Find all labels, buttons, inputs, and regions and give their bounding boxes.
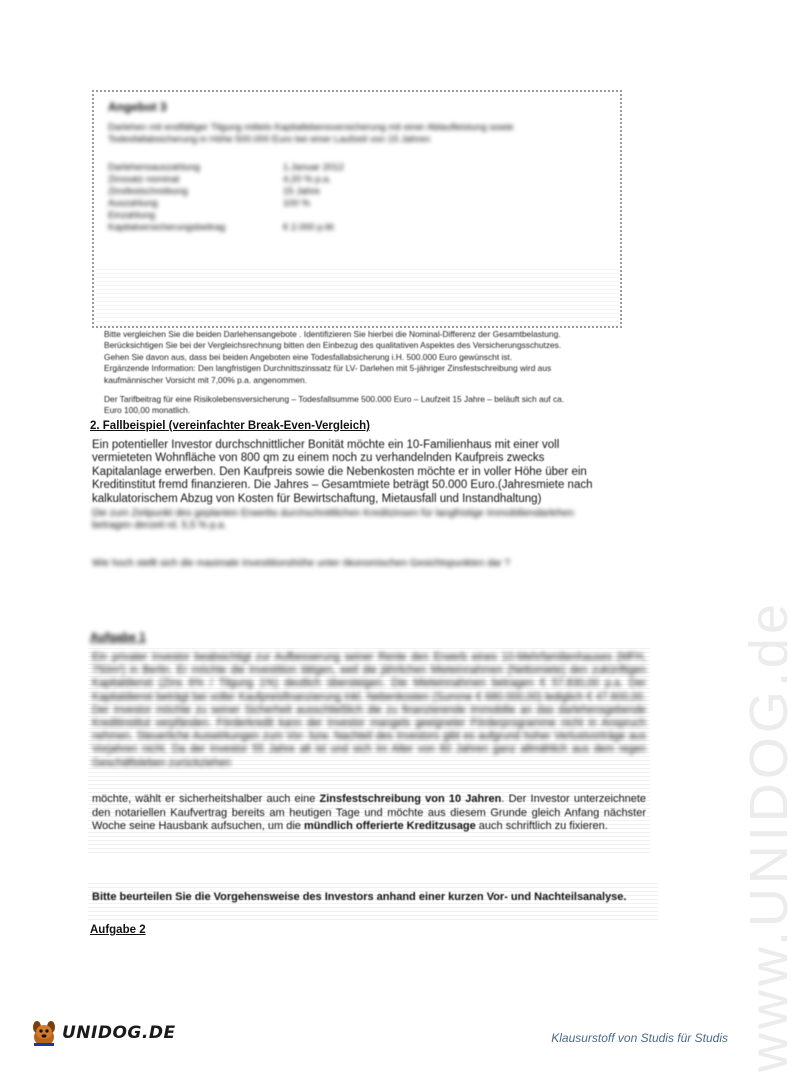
offer-description: Darlehen mit endfälliger Tilgung mittels Kapitallebensversicherung mit einer Ablaufleistung sowie Todesfallabsicherung in Höhe 500.000 Euro bei einer Laufzeit von 15 Jahren — [108, 122, 514, 145]
note-line: Berücksichtigen Sie bei der Vergleichsrechnung bitten den Einbezug des qualitativen Aspektes des Versicherungsschutzes. — [104, 340, 562, 351]
tariff-line: Euro 100,00 monatlich. — [104, 405, 191, 416]
unidog-logo — [28, 1016, 176, 1050]
task2-heading: Aufgabe 2 — [90, 924, 146, 936]
offer-terms — [108, 162, 408, 234]
watermark: www.UNIDOG.de — [739, 600, 799, 1072]
case-text-block — [92, 439, 612, 570]
offer-box — [92, 90, 622, 328]
offer-term-row: Auszahlung 100 % — [108, 198, 310, 209]
case-text: Ein potentieller Investor durchschnittlicher Bonität möchte ein 10-Familienhaus mit einer voll vermieteten Wohnfläche von 800 qm zu einem noch zu verhandelnden Kaufpreis zwecks Kapitalanlage erwerben. Den Kaufpreis sowie die Nebenkosten möchte er in voller Höhe über ein Kreditinstitut fremd finanzieren. Die Jahres – Gesamtmiete beträgt 50.000 Euro.(Jahresmiete nach kalkulatorischem Abzug von Kosten für Bewirtschaftung, Mietausfall und Instandhaltung) — [92, 439, 593, 505]
offer-empty-area — [94, 267, 620, 326]
case-blurred-question: Wie hoch stellt sich die maximale Investitionshöhe unter ökonomischen Gesichtspunkten dar ? — [92, 558, 510, 570]
footer-tagline: Klausurstoff von Studis für Studis — [551, 1031, 728, 1045]
case-heading: 2. Fallbeispiel (vereinfachter Break-Even-Vergleich) — [90, 420, 370, 432]
case-blurred-line: Die zum Zeitpunkt des geplanten Erwerbs durchschnittlichen Kreditzinsen für langfristige Immobiliendarlehen betragen derzeit rd. 5,5 % p.a. — [92, 508, 574, 532]
task1-visible-text: möchte, wählt er sicherheitshalber auch eine Zinsfestschreibung von 10 Jahren. Der Investor unterzeichnete den notariellen Kaufvertrag bereits am heutigen Tage und möchte aus diesem Grunde gleich Anfang nächster Woche seine Hausbank aufsuchen, um die mündlich offerierte Kreditzusage auch schriftlich zu fixieren. — [92, 793, 646, 833]
note-line: Gehen Sie davon aus, dass bei beiden Angeboten eine Todesfallabsicherung i.H. 500.000 Euro gewünscht ist. — [104, 351, 513, 362]
offer-term-row: Kapitalversicherungsbeitrag € 2.000 p.M. — [108, 222, 336, 233]
task1-blurred-text: Ein privater Investor beabsichtigt zur Aufbesserung seiner Rente den Erwerb eines 10-Mehrfamilienhauses (MFH, 750m²) in Berlin. Er möchte die Investition tätigen, weil die jährlichen Mieteinnahmen (Nettomiete) den zukünftigen Kapitaldienst (Zins 6% / Tilgung 1%) deutlich übersteigen. Die Mieteinnahmen betragen € 57.830,00 p.a. Der Kapitaldienst beträgt bei voller Kaufpreisfinanzierung inkl. Nebenkosten (Summe € 680.000,00) lediglich € 47.600,00. Der Investor möchte zu seiner Sicherheit ausschließlich die zu finanzierende Immobilie an das darlehensgebende Kreditinstitut verpfänden. Förderkredit kann der Investor mangels geeigneter Förderprogramme nicht in Anspruch nehmen. Steuerliche Auswirkungen zum Vor- bzw. Nachteil des Investors gibt es aufgrund hoher Verlustvorträge aus Vorjahren nicht. Da der Investor 55 Jahre alt ist und sich im Alter von 60 Jahren ganz allmählich aus dem regen Geschäftsleben zurückziehen — [92, 651, 646, 769]
offer-term-row: Zinssatz nominal 4,20 % p.a. — [108, 174, 332, 185]
tariff-line: Der Tarifbeitrag für eine Risikolebensversicherung – Todesfallsumme 500.000 Euro – Laufzeit 15 Jahre – beläuft sich auf ca. — [104, 394, 565, 405]
bold-rate-fixing: Zinsfestschreibung von 10 Jahren — [319, 793, 502, 805]
task1-question: Bitte beurteilen Sie die Vorgehensweise des Investors anhand einer kurzen Vor- und Nachteilsanalyse. — [92, 891, 627, 903]
logo-text: UNIDOG.DE — [62, 1023, 176, 1043]
dog-mascot-icon — [28, 1017, 60, 1049]
note-line: Ergänzende Information: Den langfristigen Durchnittszinssatz für LV- Darlehen mit 5-jähriger Zinsfestschreibung wird aus — [104, 363, 552, 374]
comparison-notes — [104, 329, 624, 417]
offer-term-row: Einzahlung — [108, 210, 156, 221]
task1-heading: Aufgabe 1 — [90, 632, 146, 644]
offer-term-row: Darlehensauszahlung 1.Januar 2012 — [108, 162, 344, 173]
note-line: Bitte vergleichen Sie die beiden Darlehensangebote . Identifizieren Sie hierbei die Nominal-Differenz der Gesamtbelastung. — [104, 329, 561, 339]
note-line: kaufmännischer Vorsicht mit 7,00% p.a. angenommen. — [104, 374, 307, 385]
bold-credit-commitment: mündlich offerierte Kreditzusage — [303, 820, 476, 833]
offer-title: Angebot 3 — [108, 100, 167, 114]
offer-term-row: Zinsfestschreibung 15 Jahre — [108, 186, 320, 197]
